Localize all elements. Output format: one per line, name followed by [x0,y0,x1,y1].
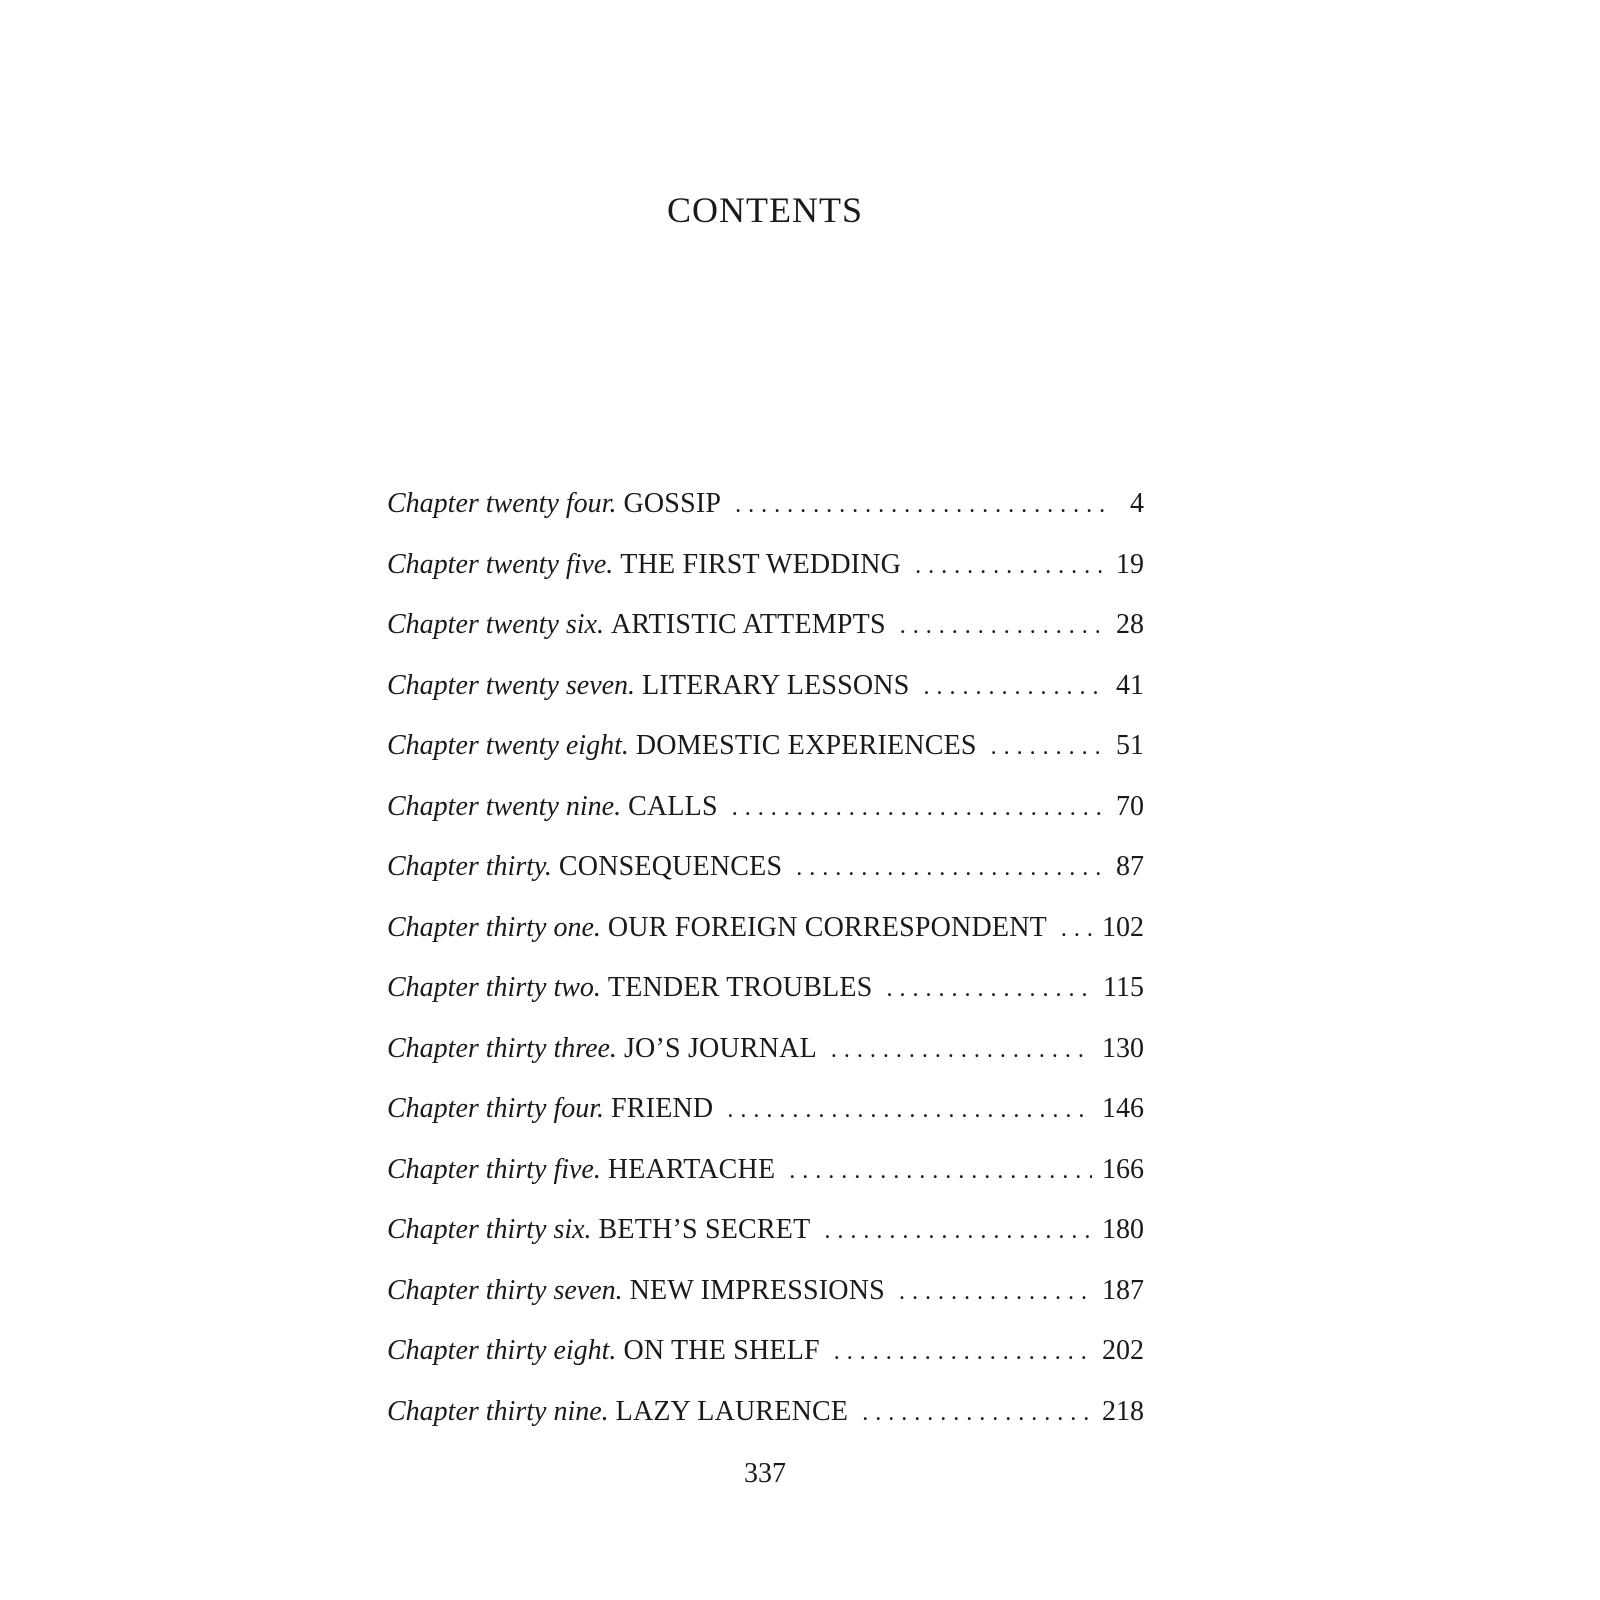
toc-chapter-number: Chapter twenty four. [387,488,617,519]
toc-entry [387,1091,1144,1152]
toc-entry [387,547,1144,608]
toc-page-number: 180 [1102,1214,1144,1245]
toc-chapter-title: HEARTACHE [607,1153,776,1185]
toc-entry [387,1394,1144,1455]
toc-chapter-number: Chapter twenty eight. [387,730,629,761]
dot-leader [887,971,1094,1007]
toc-chapter-number: Chapter thirty three. [387,1032,617,1064]
toc-chapter-title: GOSSIP [623,488,722,519]
toc-chapter-number: Chapter thirty four. [387,1093,605,1124]
toc-chapter-title: CONSEQUENCES [558,851,783,882]
toc-chapter-title: NEW IMPRESSIONS [629,1274,885,1306]
dot-leader [735,487,1106,523]
dot-leader [727,1092,1092,1128]
toc-chapter-title: ARTISTIC ATTEMPTS [610,609,886,640]
toc-page-number: 166 [1102,1153,1144,1185]
dot-leader [915,548,1106,584]
toc-chapter-title: OUR FOREIGN CORRESPONDENT [607,911,1047,943]
toc-entry [387,607,1144,668]
toc-page-number: 115 [1103,972,1144,1003]
toc-page-number: 202 [1102,1335,1144,1366]
toc-entry [387,849,1144,910]
dot-leader [899,1274,1092,1310]
toc-chapter-number: Chapter thirty nine. [387,1395,609,1427]
toc-chapter-title: DOMESTIC EXPERIENCES [635,730,977,761]
toc-page-number: 146 [1102,1093,1144,1124]
toc-entry [387,1031,1144,1092]
toc-entry [387,1152,1144,1213]
dot-leader [732,790,1106,826]
dot-leader [991,729,1106,765]
page-number: 337 [744,1458,786,1489]
toc-entry [387,1333,1144,1394]
toc-chapter-title: TENDER TROUBLES [607,972,873,1003]
toc-chapter-number: Chapter twenty nine. [387,790,622,822]
toc-entry [387,728,1144,789]
dot-leader [923,669,1106,705]
toc-page-number: 70 [1116,790,1144,822]
toc-chapter-number: Chapter thirty one. [387,911,601,943]
toc-chapter-number: Chapter twenty five. [387,548,614,580]
toc-page-number: 102 [1102,911,1144,943]
toc-chapter-number: Chapter twenty six. [387,609,604,640]
toc-chapter-number: Chapter thirty. [387,851,552,882]
toc-chapter-title: JO’S JOURNAL [623,1032,817,1064]
dot-leader [824,1213,1092,1249]
toc-page-number: 130 [1102,1032,1144,1064]
toc-chapter-title: BETH’S SECRET [598,1214,811,1245]
toc-entry [387,910,1144,971]
toc-page-number: 51 [1116,730,1144,761]
toc-page-number: 187 [1102,1274,1144,1306]
toc-chapter-title: ON THE SHELF [623,1335,820,1366]
toc-page-number: 28 [1116,609,1144,640]
toc-entry [387,668,1144,729]
dot-leader [796,850,1106,886]
toc-chapter-title: FRIEND [611,1093,714,1124]
page-title: CONTENTS [667,190,863,230]
toc-chapter-title: LITERARY LESSONS [642,669,910,701]
toc-page-number: 87 [1116,851,1144,882]
dot-leader [831,1032,1092,1068]
toc-chapter-number: Chapter thirty seven. [387,1274,623,1306]
dot-leader [1061,911,1092,947]
dot-leader [834,1334,1092,1370]
toc-page-number: 4 [1130,488,1144,519]
dot-leader [862,1395,1092,1431]
toc-chapter-title: THE FIRST WEDDING [620,548,902,580]
table-of-contents [387,486,1144,1454]
toc-entry [387,970,1144,1031]
toc-page-number: 19 [1116,548,1144,580]
toc-chapter-number: Chapter thirty six. [387,1214,592,1245]
toc-chapter-number: Chapter thirty two. [387,972,601,1003]
toc-chapter-number: Chapter thirty five. [387,1153,601,1185]
toc-entry [387,1273,1144,1334]
toc-chapter-title: LAZY LAURENCE [615,1395,849,1427]
toc-page-number: 41 [1116,669,1144,701]
toc-entry [387,789,1144,850]
toc-entry [387,486,1144,547]
toc-page-number: 218 [1102,1395,1144,1427]
dot-leader [789,1153,1092,1189]
toc-chapter-number: Chapter twenty seven. [387,669,636,701]
toc-chapter-number: Chapter thirty eight. [387,1335,617,1366]
toc-chapter-title: CALLS [628,790,718,822]
toc-entry [387,1212,1144,1273]
dot-leader [900,608,1106,644]
